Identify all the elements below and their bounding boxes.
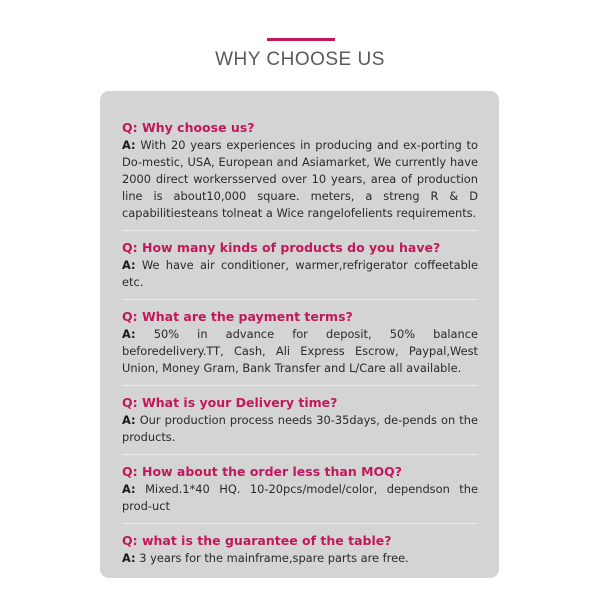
- faq-answer: [122, 137, 478, 222]
- faq-answer-text: We have air conditioner, warmer,refrigerator coffeetable etc.: [122, 258, 478, 289]
- faq-answer-text: Our production process needs 30-35days, de-pends on the products.: [122, 413, 478, 444]
- faq-question: Q: What are the payment terms?: [122, 309, 353, 324]
- faq-item-delivery-time: [122, 394, 478, 455]
- faq-answer-text: Mixed.1*40 HQ. 10-20pcs/model/color, dependson the prod-uct: [122, 482, 478, 513]
- faq-question: Q: What is your Delivery time?: [122, 395, 338, 410]
- faq-answer: [122, 412, 478, 446]
- faq-answer: [122, 481, 478, 515]
- answer-prefix: A:: [122, 138, 136, 152]
- faq-answer-text: 3 years for the mainframe,spare parts are free.: [139, 551, 409, 565]
- answer-prefix: A:: [122, 327, 136, 341]
- faq-panel: [100, 91, 499, 578]
- answer-prefix: A:: [122, 482, 136, 496]
- faq-answer: [122, 550, 478, 567]
- faq-question: Q: Why choose us?: [122, 120, 255, 135]
- faq-item-why-choose-us: [122, 119, 478, 231]
- faq-question: Q: How many kinds of products do you have?: [122, 240, 441, 255]
- faq-answer: [122, 257, 478, 291]
- faq-answer: [122, 326, 478, 377]
- faq-question: Q: How about the order less than MOQ?: [122, 464, 403, 479]
- faq-answer-text: With 20 years experiences in producing and ex-porting to Do-mestic, USA, European and Asiamarket, We currently have 2000 direct workersserved over 10 years, area of production line is about10,000 square. meters, a streng R & D capabilitiesteans tolneat a Wice rangelofelients requirements.: [122, 138, 478, 220]
- faq-item-moq: [122, 463, 478, 524]
- page-title: WHY CHOOSE US: [215, 49, 385, 70]
- faq-answer-text: 50% in advance for deposit, 50% balance beforedelivery.TT, Cash, Ali Express Escrow, Paypal,West Union, Money Gram, Bank Transfer and L/Care all available.: [122, 327, 479, 375]
- title-accent-line: [267, 38, 335, 41]
- faq-item-guarantee: [122, 532, 478, 575]
- faq-item-payment-terms: [122, 308, 478, 386]
- answer-prefix: A:: [122, 413, 136, 427]
- answer-prefix: A:: [122, 551, 136, 565]
- answer-prefix: A:: [122, 258, 136, 272]
- faq-question: Q: what is the guarantee of the table?: [122, 533, 392, 548]
- faq-item-product-kinds: [122, 239, 478, 300]
